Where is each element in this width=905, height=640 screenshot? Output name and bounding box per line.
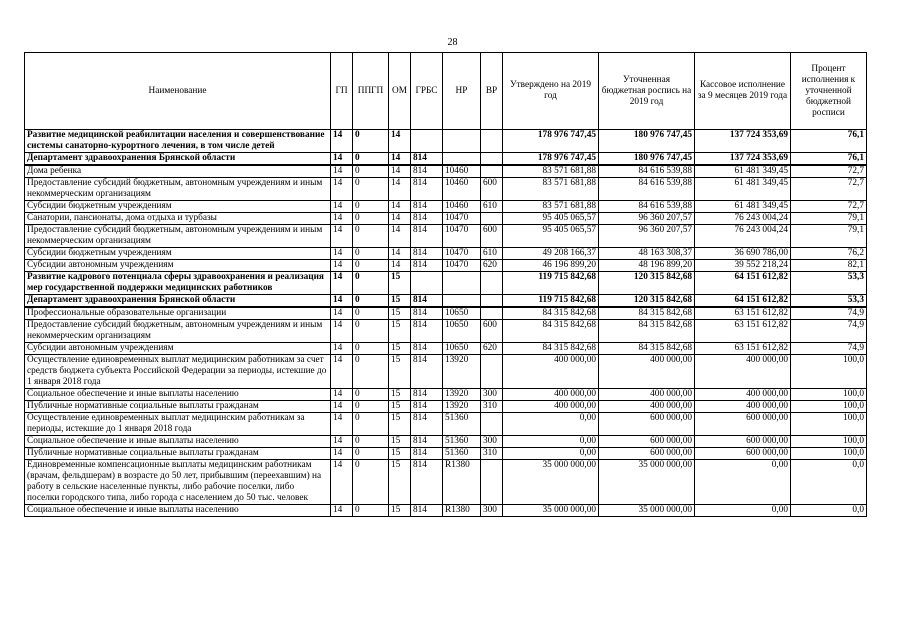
row-ppgp: 0 [353, 213, 389, 225]
row-om: 15 [389, 389, 411, 401]
row-ppgp: 0 [353, 225, 389, 248]
row-name: Развитие медицинской реабилитации населения и совершенствование системы санаторно-курортного лечения, в том числе детей [25, 130, 331, 153]
row-grbs: 814 [411, 389, 443, 401]
row-refined: 84 616 539,88 [599, 178, 695, 201]
row-name: Департамент здравоохранения Брянской области [25, 153, 331, 166]
row-ppgp: 0 [353, 153, 389, 166]
row-gp: 14 [331, 260, 353, 272]
row-refined: 120 315 842,68 [599, 272, 695, 295]
row-gp: 14 [331, 413, 353, 436]
row-grbs: 814 [411, 436, 443, 448]
row-gp: 14 [331, 213, 353, 225]
table-row [25, 355, 867, 389]
row-gp: 14 [331, 225, 353, 248]
row-om: 14 [389, 178, 411, 201]
row-np: 10650 [443, 307, 481, 320]
row-percent: 100,0 [791, 413, 867, 436]
table-row [25, 153, 867, 166]
row-grbs: 814 [411, 307, 443, 320]
row-ppgp: 0 [353, 505, 389, 517]
row-percent: 74,9 [791, 320, 867, 343]
row-percent: 100,0 [791, 448, 867, 460]
row-percent: 0,0 [791, 460, 867, 505]
row-name: Санатории, пансионаты, дома отдыха и турбазы [25, 213, 331, 225]
row-ppgp: 0 [353, 436, 389, 448]
header-name: Наименование [25, 53, 331, 130]
row-gp: 14 [331, 165, 353, 178]
row-gp: 14 [331, 153, 353, 166]
row-om: 14 [389, 130, 411, 153]
row-percent: 79,1 [791, 225, 867, 248]
row-om: 15 [389, 413, 411, 436]
row-refined: 400 000,00 [599, 401, 695, 413]
row-percent: 82,1 [791, 260, 867, 272]
header-grbs: ГРБС [411, 53, 443, 130]
row-percent: 53,3 [791, 272, 867, 295]
row-gp: 14 [331, 401, 353, 413]
row-percent: 72,7 [791, 165, 867, 178]
row-name: Субсидии автономным учреждениям [25, 260, 331, 272]
row-approved: 400 000,00 [503, 401, 599, 413]
row-grbs: 814 [411, 225, 443, 248]
row-om: 15 [389, 505, 411, 517]
header-vr: ВР [481, 53, 503, 130]
row-np: 10460 [443, 165, 481, 178]
row-approved: 178 976 747,45 [503, 130, 599, 153]
row-ppgp: 0 [353, 343, 389, 355]
table-row [25, 165, 867, 178]
row-approved: 0,00 [503, 436, 599, 448]
row-vr: 310 [481, 401, 503, 413]
row-cash: 0,00 [695, 460, 791, 505]
row-cash: 63 151 612,82 [695, 343, 791, 355]
table-row [25, 130, 867, 153]
row-vr [481, 165, 503, 178]
row-name: Предоставление субсидий бюджетным, автономным учреждениям и иным некоммерческим организациям [25, 178, 331, 201]
row-ppgp: 0 [353, 355, 389, 389]
row-approved: 178 976 747,45 [503, 153, 599, 166]
row-ppgp: 0 [353, 295, 389, 308]
row-percent: 76,1 [791, 153, 867, 166]
row-om: 15 [389, 272, 411, 295]
row-refined: 48 196 899,20 [599, 260, 695, 272]
row-grbs [411, 130, 443, 153]
row-np: 10650 [443, 320, 481, 343]
row-np: 10470 [443, 213, 481, 225]
row-gp: 14 [331, 436, 353, 448]
header-approved: Утверждено на 2019 год [503, 53, 599, 130]
row-cash: 64 151 612,82 [695, 295, 791, 308]
row-cash: 600 000,00 [695, 436, 791, 448]
row-ppgp: 0 [353, 389, 389, 401]
row-refined: 96 360 207,57 [599, 225, 695, 248]
row-om: 14 [389, 165, 411, 178]
row-name: Социальное обеспечение и иные выплаты населению [25, 505, 331, 517]
row-vr [481, 355, 503, 389]
row-vr: 300 [481, 505, 503, 517]
row-cash: 61 481 349,45 [695, 201, 791, 213]
row-cash: 400 000,00 [695, 355, 791, 389]
row-vr: 300 [481, 389, 503, 401]
row-om: 14 [389, 213, 411, 225]
row-np: 10470 [443, 248, 481, 260]
row-refined: 84 616 539,88 [599, 165, 695, 178]
row-vr: 300 [481, 436, 503, 448]
row-refined: 180 976 747,45 [599, 153, 695, 166]
row-grbs: 814 [411, 201, 443, 213]
row-percent: 100,0 [791, 389, 867, 401]
table-row [25, 307, 867, 320]
row-refined: 600 000,00 [599, 448, 695, 460]
header-np: НР [443, 53, 481, 130]
row-cash: 63 151 612,82 [695, 320, 791, 343]
row-name: Единовременные компенсационные выплаты медицинским работникам (врачам, фельдшерам) в возрасте до 50 лет, прибывшим (переехавшим) на работу в сельские населенные пункты, либо рабочие поселки, либо поселки городского типа, либо города с населением до 50 тыс. человек [25, 460, 331, 505]
row-np: 10470 [443, 225, 481, 248]
row-refined: 84 315 842,68 [599, 343, 695, 355]
row-name: Предоставление субсидий бюджетным, автономным учреждениям и иным некоммерческим организациям [25, 225, 331, 248]
row-grbs: 814 [411, 460, 443, 505]
row-approved: 400 000,00 [503, 355, 599, 389]
row-gp: 14 [331, 178, 353, 201]
row-vr: 600 [481, 320, 503, 343]
row-om: 14 [389, 201, 411, 213]
row-percent: 0,0 [791, 505, 867, 517]
budget-table [24, 52, 867, 517]
table-row [25, 389, 867, 401]
table-header-row [25, 53, 867, 130]
row-gp: 14 [331, 272, 353, 295]
row-percent: 72,7 [791, 201, 867, 213]
row-ppgp: 0 [353, 413, 389, 436]
row-name: Публичные нормативные социальные выплаты гражданам [25, 401, 331, 413]
row-cash: 400 000,00 [695, 401, 791, 413]
table-row [25, 178, 867, 201]
row-percent: 53,3 [791, 295, 867, 308]
row-cash: 600 000,00 [695, 448, 791, 460]
row-approved: 46 196 899,20 [503, 260, 599, 272]
header-gp: ГП [331, 53, 353, 130]
row-percent: 74,9 [791, 343, 867, 355]
row-vr: 600 [481, 178, 503, 201]
header-om: ОМ [389, 53, 411, 130]
row-cash: 63 151 612,82 [695, 307, 791, 320]
row-cash: 76 243 004,24 [695, 213, 791, 225]
row-gp: 14 [331, 130, 353, 153]
row-gp: 14 [331, 505, 353, 517]
row-ppgp: 0 [353, 248, 389, 260]
row-ppgp: 0 [353, 460, 389, 505]
table-row [25, 505, 867, 517]
row-gp: 14 [331, 295, 353, 308]
row-refined: 600 000,00 [599, 436, 695, 448]
row-vr [481, 213, 503, 225]
row-np: R1380 [443, 505, 481, 517]
header-percent: Процент исполнения к уточненной бюджетной росписи [791, 53, 867, 130]
row-om: 15 [389, 401, 411, 413]
row-approved: 0,00 [503, 448, 599, 460]
row-np: 13920 [443, 389, 481, 401]
table-row [25, 343, 867, 355]
row-grbs: 814 [411, 413, 443, 436]
row-approved: 83 571 681,88 [503, 201, 599, 213]
table-row [25, 201, 867, 213]
row-ppgp: 0 [353, 178, 389, 201]
row-cash: 137 724 353,69 [695, 153, 791, 166]
row-name: Профессиональные образовательные организации [25, 307, 331, 320]
row-ppgp: 0 [353, 260, 389, 272]
row-vr: 610 [481, 201, 503, 213]
row-np: 10470 [443, 260, 481, 272]
row-refined: 96 360 207,57 [599, 213, 695, 225]
row-om: 15 [389, 295, 411, 308]
row-name: Социальное обеспечение и иные выплаты населению [25, 436, 331, 448]
row-approved: 95 405 065,57 [503, 213, 599, 225]
row-refined: 600 000,00 [599, 413, 695, 436]
row-ppgp: 0 [353, 448, 389, 460]
row-om: 15 [389, 355, 411, 389]
row-vr [481, 153, 503, 166]
row-vr: 620 [481, 343, 503, 355]
row-refined: 84 315 842,68 [599, 307, 695, 320]
row-np: 10460 [443, 201, 481, 213]
row-approved: 49 208 166,37 [503, 248, 599, 260]
row-percent: 100,0 [791, 436, 867, 448]
row-om: 15 [389, 448, 411, 460]
row-grbs: 814 [411, 343, 443, 355]
row-np: 51360 [443, 413, 481, 436]
row-np: 10650 [443, 343, 481, 355]
row-refined: 180 976 747,45 [599, 130, 695, 153]
row-refined: 48 163 308,37 [599, 248, 695, 260]
row-cash: 39 552 218,24 [695, 260, 791, 272]
row-percent: 100,0 [791, 355, 867, 389]
row-approved: 35 000 000,00 [503, 505, 599, 517]
row-vr [481, 272, 503, 295]
table-row [25, 320, 867, 343]
row-ppgp: 0 [353, 165, 389, 178]
table-row [25, 413, 867, 436]
table-row [25, 260, 867, 272]
table-row [25, 295, 867, 308]
row-percent: 76,2 [791, 248, 867, 260]
row-gp: 14 [331, 307, 353, 320]
row-vr [481, 295, 503, 308]
row-cash: 61 481 349,45 [695, 178, 791, 201]
table-body [25, 130, 867, 517]
row-percent: 79,1 [791, 213, 867, 225]
row-grbs [411, 272, 443, 295]
row-om: 14 [389, 248, 411, 260]
row-np: 13920 [443, 401, 481, 413]
row-gp: 14 [331, 460, 353, 505]
row-ppgp: 0 [353, 130, 389, 153]
row-percent: 72,7 [791, 178, 867, 201]
row-name: Осуществление единовременных выплат медицинским работникам за периоды, истекшие до 1 января 2018 года [25, 413, 331, 436]
row-approved: 400 000,00 [503, 389, 599, 401]
row-cash: 0,00 [695, 505, 791, 517]
row-gp: 14 [331, 201, 353, 213]
row-vr: 600 [481, 225, 503, 248]
row-vr: 620 [481, 260, 503, 272]
row-approved: 84 315 842,68 [503, 343, 599, 355]
row-np: 13920 [443, 355, 481, 389]
row-np: 51360 [443, 436, 481, 448]
row-om: 15 [389, 436, 411, 448]
row-refined: 35 000 000,00 [599, 460, 695, 505]
row-vr: 610 [481, 248, 503, 260]
row-refined: 84 315 842,68 [599, 320, 695, 343]
row-gp: 14 [331, 320, 353, 343]
row-np: R1380 [443, 460, 481, 505]
row-name: Департамент здравоохранения Брянской области [25, 295, 331, 308]
row-cash: 64 151 612,82 [695, 272, 791, 295]
row-np [443, 153, 481, 166]
row-name: Предоставление субсидий бюджетным, автономным учреждениям и иным некоммерческим организациям [25, 320, 331, 343]
table-row [25, 272, 867, 295]
row-approved: 83 571 681,88 [503, 165, 599, 178]
row-name: Социальное обеспечение и иные выплаты населению [25, 389, 331, 401]
row-cash: 76 243 004,24 [695, 225, 791, 248]
row-percent: 76,1 [791, 130, 867, 153]
table-row [25, 225, 867, 248]
row-grbs: 814 [411, 178, 443, 201]
row-om: 15 [389, 307, 411, 320]
row-ppgp: 0 [353, 307, 389, 320]
row-approved: 119 715 842,68 [503, 295, 599, 308]
table-row [25, 213, 867, 225]
row-np [443, 130, 481, 153]
row-refined: 120 315 842,68 [599, 295, 695, 308]
row-om: 15 [389, 343, 411, 355]
row-approved: 119 715 842,68 [503, 272, 599, 295]
row-ppgp: 0 [353, 272, 389, 295]
row-name: Дома ребенка [25, 165, 331, 178]
header-cash: Кассовое исполнение за 9 месяцев 2019 года [695, 53, 791, 130]
page-number: 28 [447, 37, 458, 48]
row-cash: 137 724 353,69 [695, 130, 791, 153]
row-grbs: 814 [411, 295, 443, 308]
row-refined: 84 616 539,88 [599, 201, 695, 213]
row-grbs: 814 [411, 248, 443, 260]
row-cash: 36 690 786,00 [695, 248, 791, 260]
row-grbs: 814 [411, 401, 443, 413]
table-row [25, 448, 867, 460]
row-om: 15 [389, 460, 411, 505]
row-np: 51360 [443, 448, 481, 460]
row-np [443, 272, 481, 295]
row-percent: 100,0 [791, 401, 867, 413]
row-gp: 14 [331, 248, 353, 260]
row-name: Развитие кадрового потенциала сферы здравоохранения и реализация мер государственной поддержки медицинских работников [25, 272, 331, 295]
header-ppgp: ППГП [353, 53, 389, 130]
row-name: Осуществление единовременных выплат медицинским работникам за счет средств бюджета субъекта Российской Федерации за периоды, истекшие до 1 января 2018 года [25, 355, 331, 389]
header-refined: Уточненная бюджетная роспись на 2019 год [599, 53, 695, 130]
row-approved: 35 000 000,00 [503, 460, 599, 505]
row-om: 14 [389, 225, 411, 248]
row-vr [481, 413, 503, 436]
row-cash: 400 000,00 [695, 389, 791, 401]
row-om: 14 [389, 153, 411, 166]
row-name: Субсидии автономным учреждениям [25, 343, 331, 355]
row-vr [481, 460, 503, 505]
row-grbs: 814 [411, 153, 443, 166]
row-np: 10460 [443, 178, 481, 201]
row-grbs: 814 [411, 505, 443, 517]
row-refined: 35 000 000,00 [599, 505, 695, 517]
table-row [25, 401, 867, 413]
row-approved: 0,00 [503, 413, 599, 436]
row-name: Субсидии бюджетным учреждениям [25, 248, 331, 260]
row-approved: 84 315 842,68 [503, 307, 599, 320]
row-grbs: 814 [411, 448, 443, 460]
row-name: Публичные нормативные социальные выплаты гражданам [25, 448, 331, 460]
row-ppgp: 0 [353, 320, 389, 343]
row-vr: 310 [481, 448, 503, 460]
table-row [25, 460, 867, 505]
row-refined: 400 000,00 [599, 355, 695, 389]
row-gp: 14 [331, 389, 353, 401]
row-gp: 14 [331, 355, 353, 389]
row-np [443, 295, 481, 308]
row-cash: 61 481 349,45 [695, 165, 791, 178]
row-name: Субсидии бюджетным учреждениям [25, 201, 331, 213]
table-row [25, 248, 867, 260]
row-grbs: 814 [411, 213, 443, 225]
row-grbs: 814 [411, 260, 443, 272]
row-approved: 83 571 681,88 [503, 178, 599, 201]
row-cash: 600 000,00 [695, 413, 791, 436]
row-om: 14 [389, 260, 411, 272]
row-percent: 74,9 [791, 307, 867, 320]
row-vr [481, 307, 503, 320]
row-grbs: 814 [411, 355, 443, 389]
row-om: 15 [389, 320, 411, 343]
row-vr [481, 130, 503, 153]
row-gp: 14 [331, 343, 353, 355]
row-ppgp: 0 [353, 201, 389, 213]
row-approved: 84 315 842,68 [503, 320, 599, 343]
row-grbs: 814 [411, 165, 443, 178]
table-row [25, 436, 867, 448]
row-ppgp: 0 [353, 401, 389, 413]
row-refined: 400 000,00 [599, 389, 695, 401]
row-grbs: 814 [411, 320, 443, 343]
row-gp: 14 [331, 448, 353, 460]
row-approved: 95 405 065,57 [503, 225, 599, 248]
